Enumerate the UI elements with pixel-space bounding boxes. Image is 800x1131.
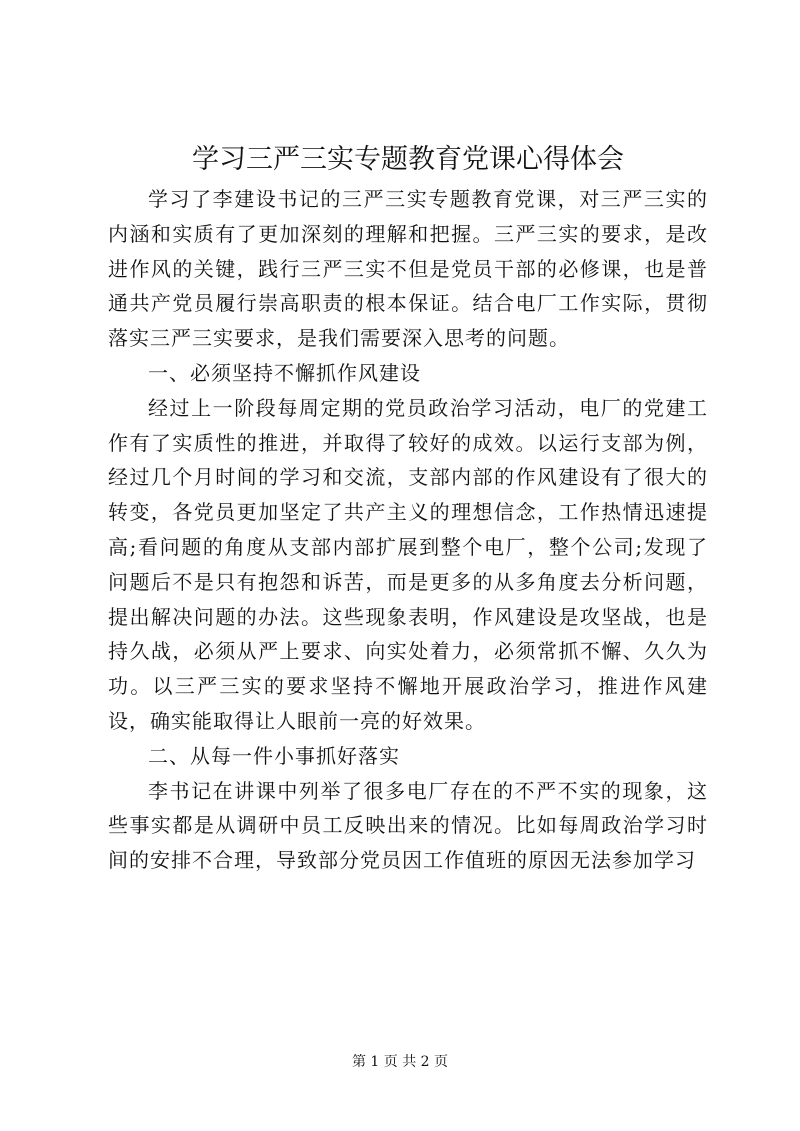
document-title: 学习三严三实专题教育党课心得体会 [192,144,624,175]
paragraph-section-2: 李书记在讲课中列举了很多电厂存在的不严不实的现象，这些事实都是从调研中员工反映出来的情况。比如每周政治学习时间的安排不合理，导致部分党员因工作值班的原因无法参加学习 [108,778,708,873]
page-footer: 第 1 页 共 2 页 [351,1054,449,1070]
section-heading-2: 二、从每一件小事抓好落实 [148,743,400,768]
paragraph-intro: 学习了李建设书记的三严三实专题教育党课，对三严三实的内涵和实质有了更加深刻的理解和把握。三严三实的要求，是改进作风的关键，践行三严三实不但是党员干部的必修课，也是普通共产党员履行崇高职责的根本保证。结合电厂工作实际，贯彻落实三严三实要求，是我们需要深入思考的问题。 [108,187,708,351]
paragraph-section-1: 经过上一阶段每周定期的党员政治学习活动，电厂的党建工作有了实质性的推进，并取得了较好的成效。以运行支部为例，经过几个月时间的学习和交流，支部内部的作风建设有了很大的转变，各党员更加坚定了共产主义的理想信念，工作热情迅速提高;看问题的角度从支部内部扩展到整个电厂，整个公司;发现了问题后不是只有抱怨和诉苦，而是更多的从多角度去分析问题，提出解决问题的办法。这些现象表明，作风建设是攻坚战，也是持久战，必须从严上要求、向实处着力，必须常抓不懈、久久为功。以三严三实的要求坚持不懈地开展政治学习，推进作风建设，确实能取得让人眼前一亮的好效果。 [108,395,708,733]
document-page [108,138,708,878]
section-heading-1: 一、必须坚持不懈抓作风建设 [148,360,421,385]
